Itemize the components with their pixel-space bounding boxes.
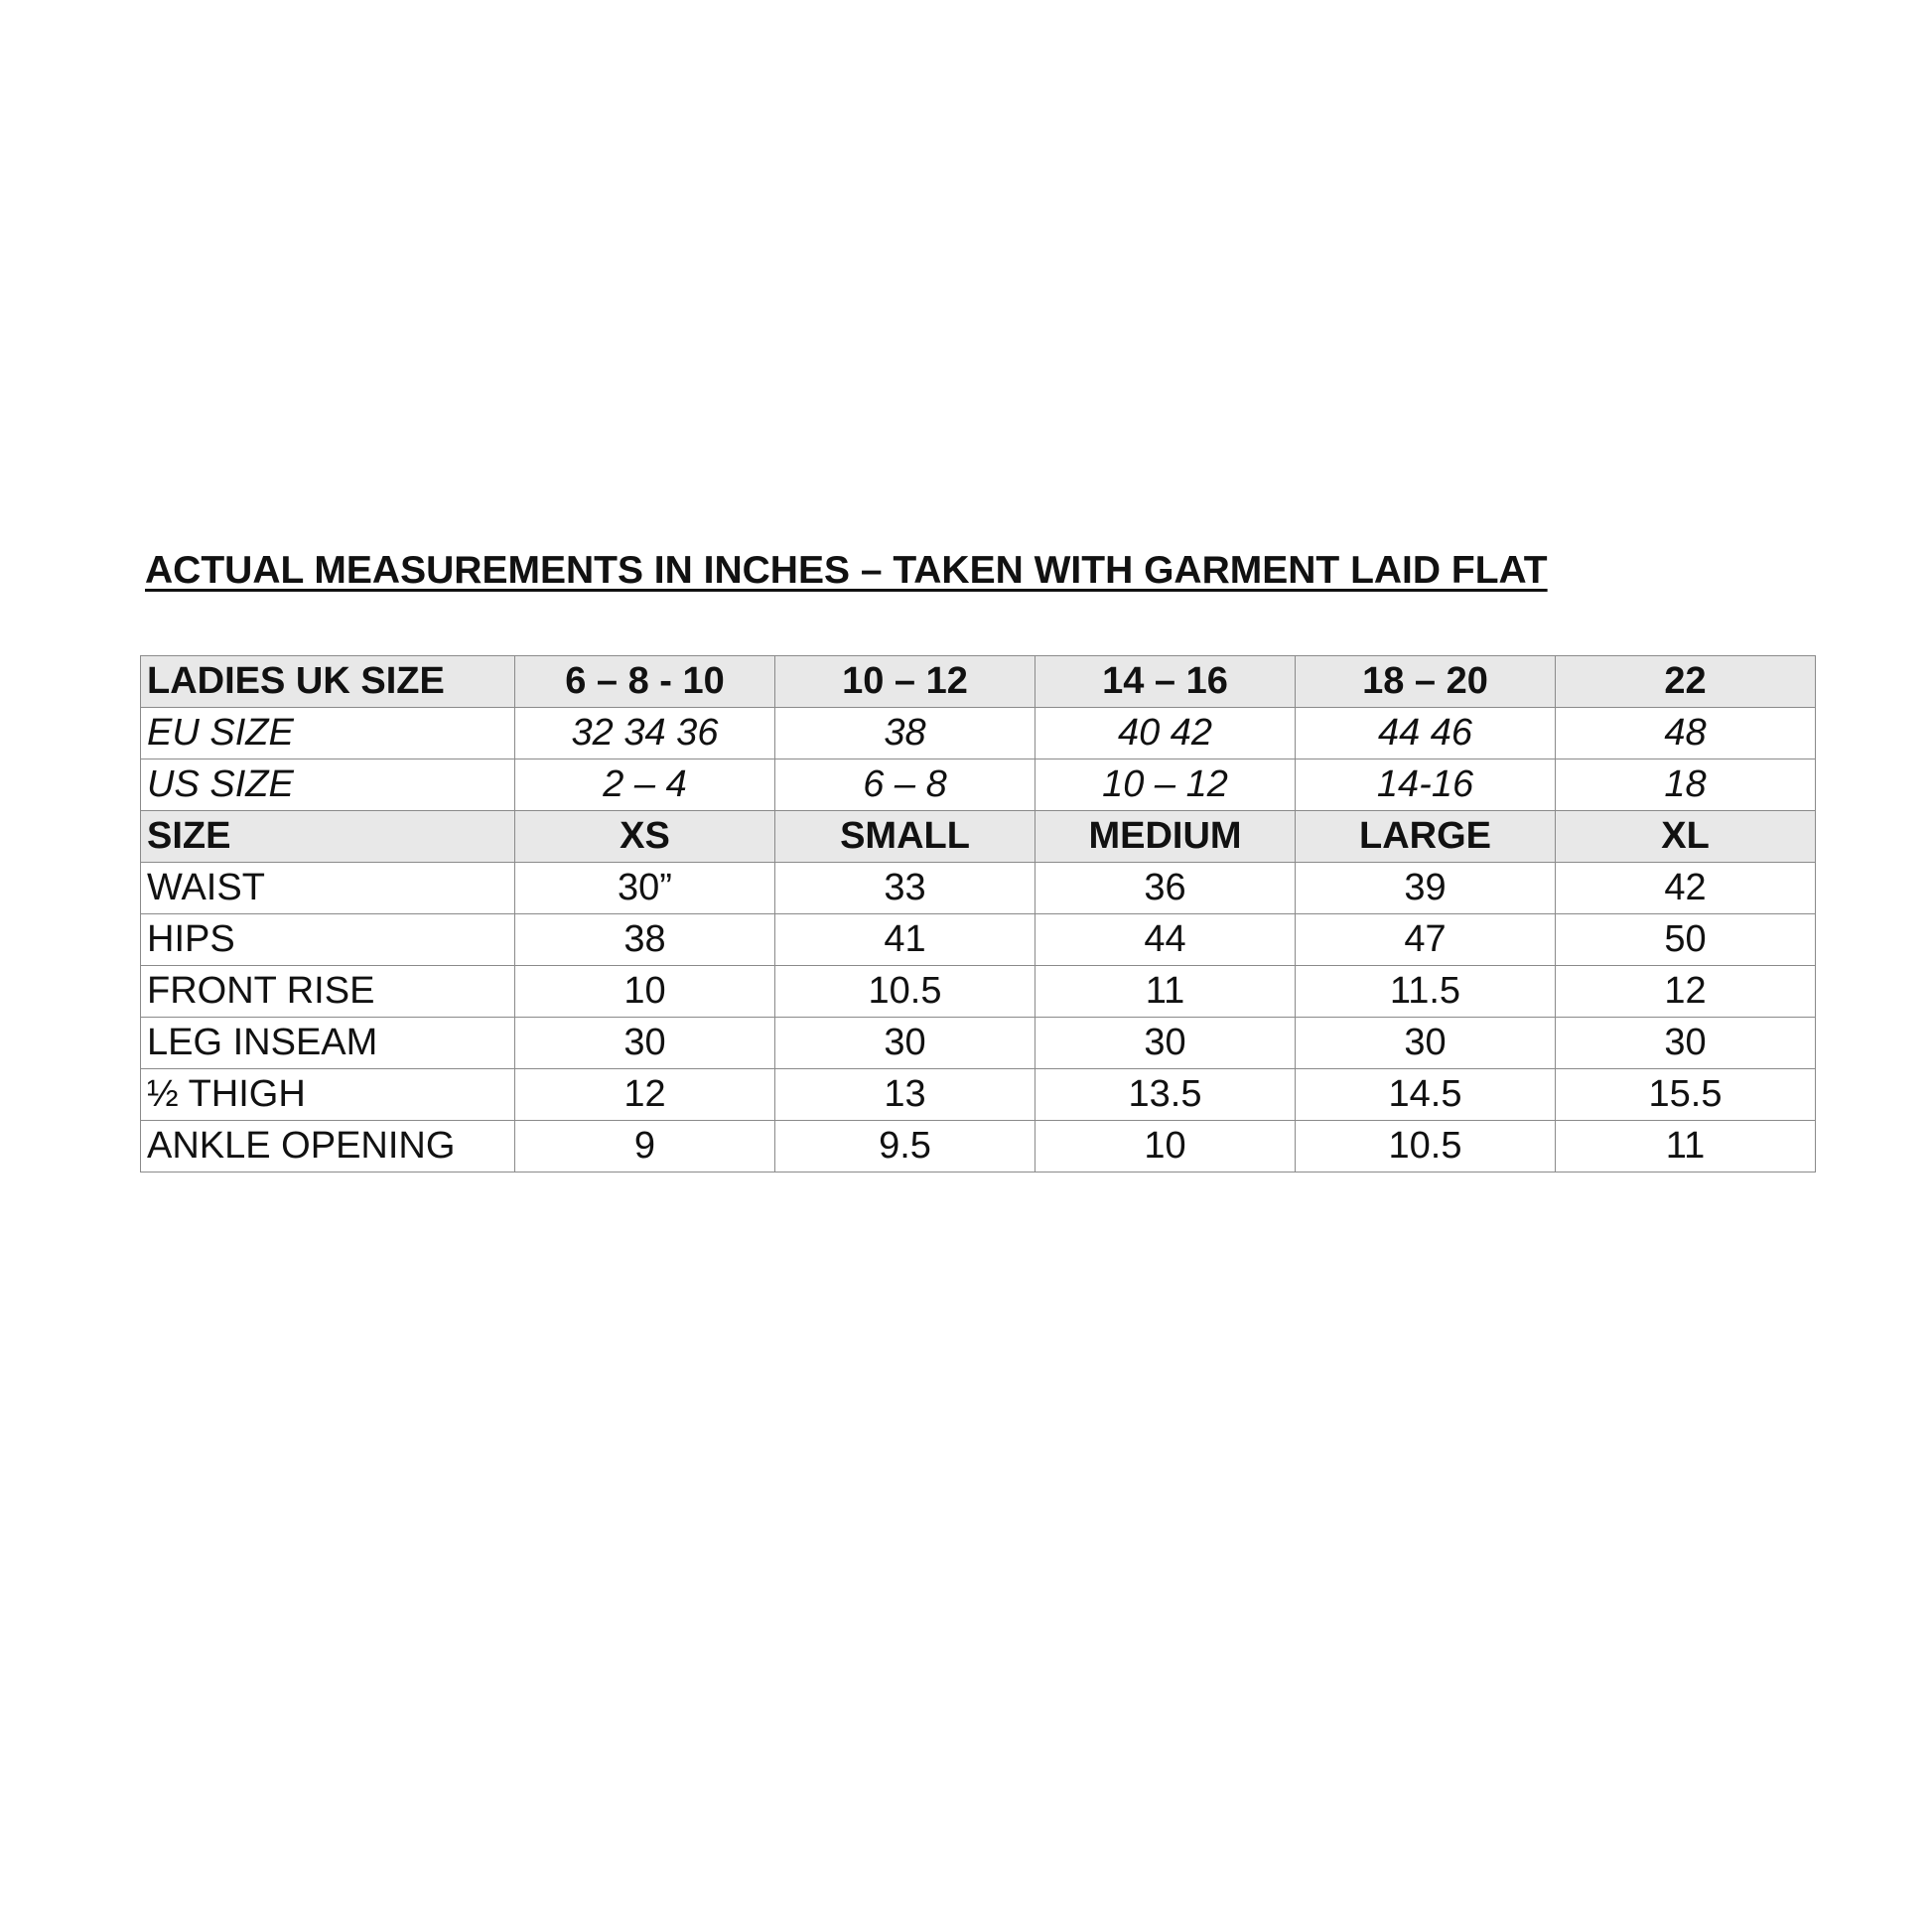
table-row-waist bbox=[141, 863, 1816, 914]
table-cell: XL bbox=[1556, 811, 1816, 863]
table-cell: 50 bbox=[1556, 914, 1816, 966]
table-cell: 38 bbox=[515, 914, 775, 966]
table-cell: 41 bbox=[775, 914, 1035, 966]
table-cell: 9.5 bbox=[775, 1121, 1035, 1173]
table-cell: 9 bbox=[515, 1121, 775, 1173]
table-row-ankle-opening bbox=[141, 1121, 1816, 1173]
table-cell: 14.5 bbox=[1296, 1069, 1556, 1121]
table-row-us-size bbox=[141, 759, 1816, 811]
table-cell: SMALL bbox=[775, 811, 1035, 863]
row-label: LADIES UK SIZE bbox=[141, 656, 515, 708]
table-cell: 40 42 bbox=[1035, 708, 1296, 759]
table-cell: 12 bbox=[1556, 966, 1816, 1018]
table-cell: 48 bbox=[1556, 708, 1816, 759]
table-cell: 30 bbox=[1296, 1018, 1556, 1069]
row-label: US SIZE bbox=[141, 759, 515, 811]
table-cell: 2 – 4 bbox=[515, 759, 775, 811]
table-cell: XS bbox=[515, 811, 775, 863]
table-cell: 6 – 8 bbox=[775, 759, 1035, 811]
table-cell: LARGE bbox=[1296, 811, 1556, 863]
row-label: EU SIZE bbox=[141, 708, 515, 759]
table-cell: 36 bbox=[1035, 863, 1296, 914]
table-cell: MEDIUM bbox=[1035, 811, 1296, 863]
row-label: ANKLE OPENING bbox=[141, 1121, 515, 1173]
table-cell: 30 bbox=[775, 1018, 1035, 1069]
table-row-hips bbox=[141, 914, 1816, 966]
row-label: ½ THIGH bbox=[141, 1069, 515, 1121]
table-cell: 10 – 12 bbox=[1035, 759, 1296, 811]
table-cell: 38 bbox=[775, 708, 1035, 759]
table-cell: 14 – 16 bbox=[1035, 656, 1296, 708]
table-cell: 10.5 bbox=[775, 966, 1035, 1018]
table-cell: 18 bbox=[1556, 759, 1816, 811]
table-cell: 44 46 bbox=[1296, 708, 1556, 759]
table-cell: 13.5 bbox=[1035, 1069, 1296, 1121]
row-label: LEG INSEAM bbox=[141, 1018, 515, 1069]
table-row-eu-size bbox=[141, 708, 1816, 759]
table-cell: 33 bbox=[775, 863, 1035, 914]
table-cell: 39 bbox=[1296, 863, 1556, 914]
table-cell: 42 bbox=[1556, 863, 1816, 914]
table-cell: 10 bbox=[1035, 1121, 1296, 1173]
table-cell: 10 bbox=[515, 966, 775, 1018]
table-cell: 12 bbox=[515, 1069, 775, 1121]
table-cell: 10.5 bbox=[1296, 1121, 1556, 1173]
table-row-uk-size bbox=[141, 656, 1816, 708]
table-row-half-thigh bbox=[141, 1069, 1816, 1121]
table-cell: 14-16 bbox=[1296, 759, 1556, 811]
table-row-leg-inseam bbox=[141, 1018, 1816, 1069]
table-row-front-rise bbox=[141, 966, 1816, 1018]
table-cell: 32 34 36 bbox=[515, 708, 775, 759]
table-cell: 22 bbox=[1556, 656, 1816, 708]
table-cell: 15.5 bbox=[1556, 1069, 1816, 1121]
table-cell: 30” bbox=[515, 863, 775, 914]
row-label: WAIST bbox=[141, 863, 515, 914]
table-cell: 13 bbox=[775, 1069, 1035, 1121]
table-cell: 44 bbox=[1035, 914, 1296, 966]
table-cell: 30 bbox=[515, 1018, 775, 1069]
table-cell: 11.5 bbox=[1296, 966, 1556, 1018]
table-cell: 47 bbox=[1296, 914, 1556, 966]
table-cell: 30 bbox=[1556, 1018, 1816, 1069]
table-cell: 18 – 20 bbox=[1296, 656, 1556, 708]
table-cell: 30 bbox=[1035, 1018, 1296, 1069]
row-label: FRONT RISE bbox=[141, 966, 515, 1018]
size-chart-table bbox=[140, 655, 1816, 1173]
table-cell: 10 – 12 bbox=[775, 656, 1035, 708]
page-title: ACTUAL MEASUREMENTS IN INCHES – TAKEN WITH GARMENT LAID FLAT bbox=[145, 549, 1548, 592]
table-cell: 11 bbox=[1035, 966, 1296, 1018]
table-cell: 11 bbox=[1556, 1121, 1816, 1173]
table-cell: 6 – 8 - 10 bbox=[515, 656, 775, 708]
row-label: HIPS bbox=[141, 914, 515, 966]
row-label: SIZE bbox=[141, 811, 515, 863]
table-row-size bbox=[141, 811, 1816, 863]
